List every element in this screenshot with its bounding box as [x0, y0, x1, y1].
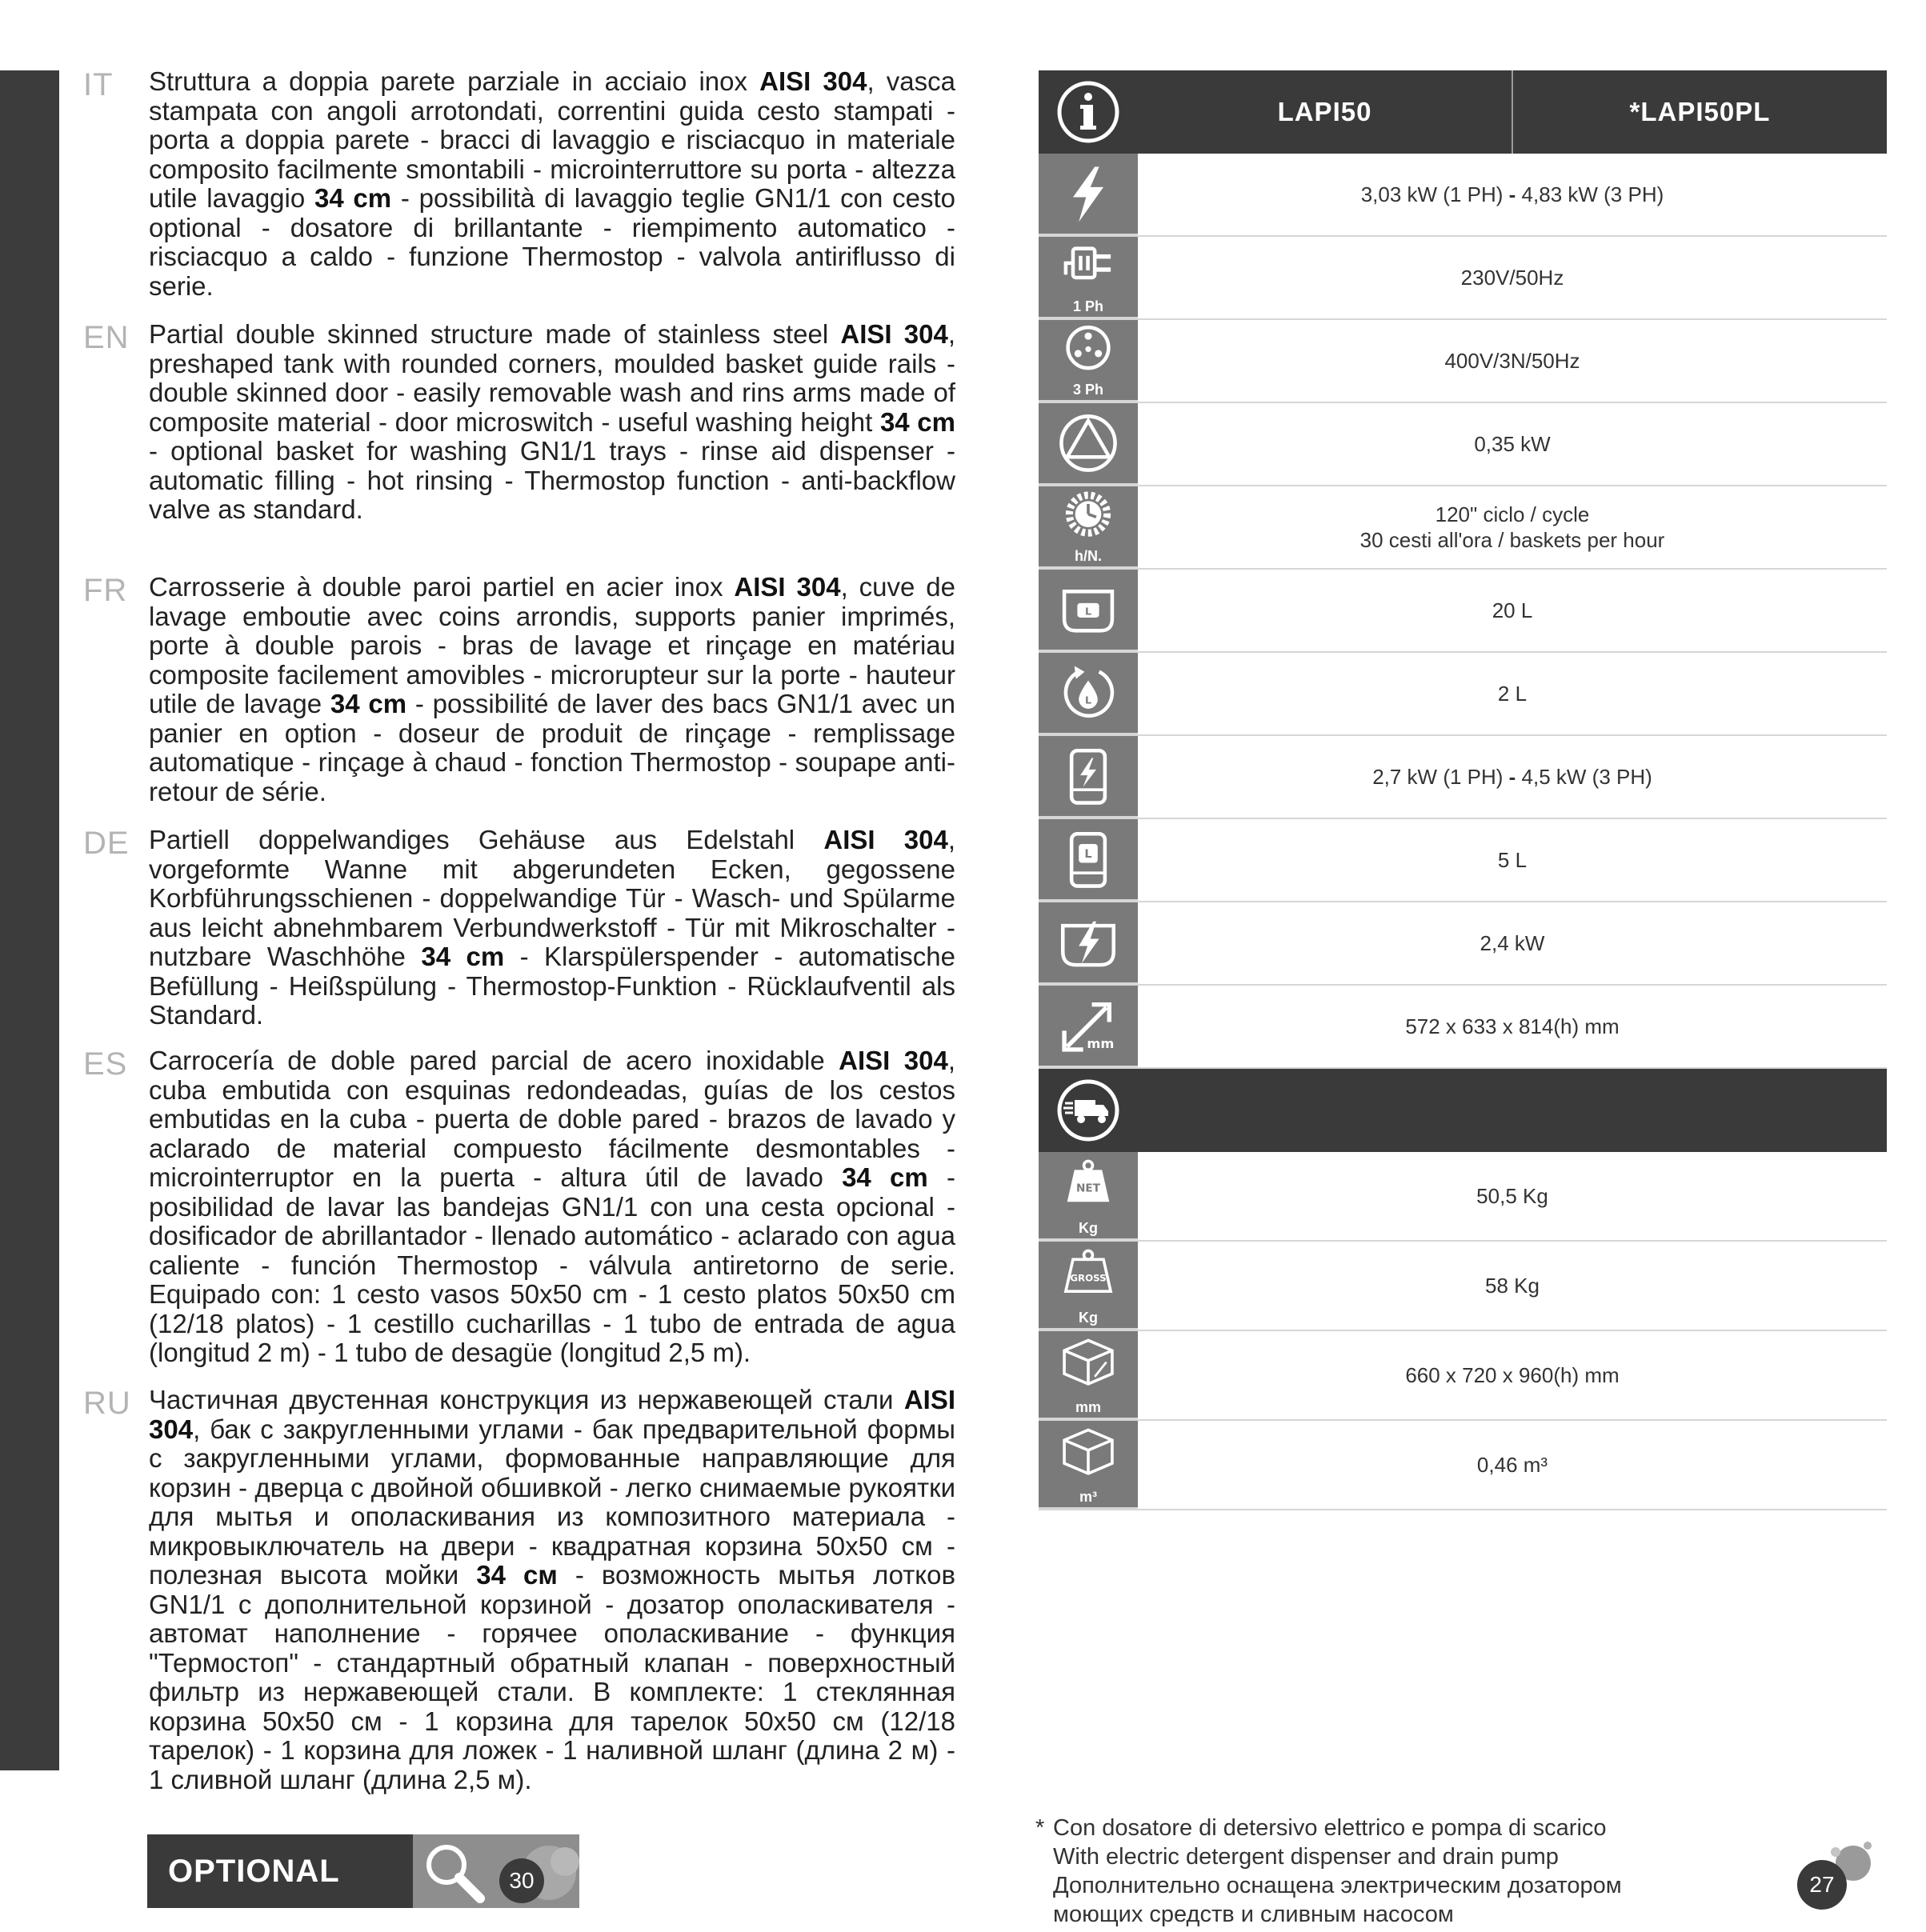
shipping-section-header	[1039, 1069, 1887, 1152]
spec-icon-cell	[1039, 1152, 1138, 1240]
spec-icon-cell	[1039, 570, 1138, 651]
text-run: , cuba embutida con esquinas redondeadas, guías de los cestos embutidas en la cuba - puerta de doble pared - brazos de lavado y aclarado de material compuesto fácilmente desmontables - microinterruptor en la puerta - altura útil de lavado	[149, 1046, 955, 1192]
tank-heater-icon	[1057, 911, 1119, 974]
shipping-row	[1039, 1331, 1887, 1421]
net-weight-icon	[1057, 1157, 1119, 1219]
value-line: 2,4 kW	[1480, 931, 1545, 955]
icon-caption: 3 Ph	[1072, 382, 1103, 398]
svg-text:L: L	[1084, 694, 1092, 706]
spec-icon-cell	[1039, 1069, 1138, 1152]
spec-icon-cell	[1039, 237, 1138, 318]
value-part: 2,7 kW (1 PH)	[1372, 765, 1504, 789]
spec-value	[1138, 653, 1887, 734]
value-line: 120" ciclo / cycle	[1435, 502, 1590, 526]
spec-value	[1138, 1242, 1887, 1330]
spec-value	[1138, 736, 1887, 818]
value-part: 3,03 kW (1 PH)	[1360, 182, 1504, 206]
lang-code: IT	[83, 67, 114, 102]
spec-icon-cell	[1039, 736, 1138, 818]
spec-row	[1039, 736, 1887, 819]
lang-description	[149, 573, 955, 806]
spec-row	[1039, 237, 1887, 320]
magnifier-icon	[413, 1834, 579, 1908]
lang-description	[149, 1386, 955, 1794]
page-number: 27	[1797, 1860, 1847, 1910]
text-run: - posibilidad de lavar las bandejas GN1/1 con una cesta opcional - dosificador de abrillantador - llenado automático - aclarado con agua caliente - función Thermostop - válvula antiretorno de serie. Equipado con: 1 cesto vasos 50x50 cm - 1 cesto platos 50x50 cm (12/18 platos) - 1 cestillo cucharillas - 1 tubo de entrada de agua (longitud 2 m) - 1 tubo de desagüe (longitud 2,5 m).	[149, 1162, 955, 1367]
text-run: , vorgeformte Wanne mit abgerundeten Ecken, gegossene Korbführungsschienen - doppelwandige Tür - Wasch- und Spülarme aus leicht abnehmbarem Verbundwerkstoff - Tür mit Mikroschalter - nutzbare Waschhöhe	[149, 825, 955, 971]
spec-value	[1138, 320, 1887, 402]
value-line: 230V/50Hz	[1460, 266, 1564, 290]
text-run: Carrosserie à double paroi partiel en acier inox	[149, 572, 735, 602]
spec-row	[1039, 486, 1887, 570]
spec-value	[1138, 986, 1887, 1067]
bold-spec: 34 cm	[314, 183, 392, 213]
spec-icon-cell	[1039, 1242, 1138, 1330]
lang-description	[149, 67, 955, 301]
svg-text:GROSS: GROSS	[1070, 1272, 1107, 1284]
spec-value	[1138, 902, 1887, 984]
spec-icon-cell	[1039, 819, 1138, 901]
bold-spec: 34 см	[476, 1560, 558, 1590]
spec-icon-cell	[1039, 70, 1138, 154]
value-line: 400V/3N/50Hz	[1444, 349, 1580, 373]
gross-weight-icon	[1057, 1246, 1119, 1309]
bold-spec: 34 cm	[842, 1162, 928, 1192]
shipping-row	[1039, 1421, 1887, 1510]
model-column-lapi50pl: *LAPI50PL	[1629, 97, 1771, 126]
text-run: Частичная двустенная конструкция из нержавеющей стали	[149, 1385, 904, 1414]
spec-value	[1138, 1331, 1887, 1419]
value-line: 0,46 m³	[1476, 1453, 1548, 1477]
text-run: Struttura a doppia parete parziale in acciaio inox	[149, 66, 760, 96]
lightning-icon	[1057, 162, 1119, 225]
optional-label: OPTIONAL	[147, 1834, 413, 1908]
footnote-line: Con dosatore di detersivo elettrico e pompa di scarico	[1053, 1815, 1607, 1841]
text-run: Partiell doppelwandiges Gehäuse aus Edelstahl	[149, 825, 824, 854]
lang-code: FR	[83, 573, 128, 608]
value-part: 4,5 kW (3 PH)	[1521, 765, 1652, 789]
text-run: - possibilità di lavaggio teglie GN1/1 con cesto optional - dosatore di brillantante - riempimento automatico - risciacquo a caldo - funzione Thermostop - valvola antiriflusso di serie.	[149, 183, 955, 301]
spec-icon-cell	[1039, 986, 1138, 1067]
bold-spec: AISI 304	[149, 1385, 955, 1444]
lang-description	[149, 1046, 955, 1368]
model-column-lapi50: LAPI50	[1277, 97, 1372, 126]
lang-code: ES	[83, 1046, 128, 1082]
text-run: Partial double skinned structure made of stainless steel	[149, 319, 841, 349]
footnote-line: Дополнительно оснащена электрическим дозатором	[1053, 1873, 1622, 1898]
text-run: - optional basket for washing GN1/1 trays - rinse aid dispenser - automatic filling - hot rinsing - Thermostop function - anti-backflow valve as standard.	[149, 436, 955, 524]
text-run: , бак с закругленными углами - бак предварительной формы с закругленными углами, формованные направляющие для корзин - дверца с двойной обшивкой - легко снимаемые рукоятки для мытья и ополаскивания из композитного материала - микровыключатель на двери - квадратная корзина 50x50 см - полезная высота мойки	[149, 1414, 955, 1590]
spec-value	[1138, 486, 1887, 568]
section-blank	[1138, 1069, 1887, 1152]
cycle-gear-icon	[1057, 488, 1119, 550]
lang-code: DE	[83, 826, 130, 861]
spec-icon-cell	[1039, 1331, 1138, 1419]
bold-spec: AISI 304	[839, 1046, 948, 1075]
bold-spec: AISI 304	[840, 319, 948, 349]
plug-1ph-icon	[1057, 238, 1119, 301]
value-line: 50,5 Kg	[1476, 1184, 1548, 1208]
spec-icon-cell	[1039, 320, 1138, 402]
spec-value	[1138, 570, 1887, 651]
footnote-line: моющих средств и сливным насосом	[1053, 1902, 1454, 1927]
lang-code: RU	[83, 1386, 131, 1421]
delivery-truck-icon	[1054, 1076, 1123, 1145]
text-run: , preshaped tank with rounded corners, moulded basket guide rails - double skinned door - easily removable wash and rins arms made of composite material - door microswitch - useful washing height	[149, 319, 955, 437]
spec-value	[1138, 1421, 1887, 1509]
spec-value	[1138, 1152, 1887, 1240]
table-header-row	[1039, 70, 1887, 154]
icon-caption: 1 Ph	[1072, 298, 1103, 314]
spec-row	[1039, 653, 1887, 736]
svg-text:NET: NET	[1076, 1182, 1100, 1195]
icon-caption: h/N.	[1075, 548, 1102, 564]
bold-spec: AISI 304	[823, 825, 948, 854]
value-separator: -	[1503, 765, 1522, 789]
dimensions-icon	[1057, 994, 1119, 1057]
spec-table	[1039, 70, 1887, 1510]
value-separator: -	[1503, 182, 1522, 206]
optional-button[interactable]	[147, 1834, 579, 1908]
spec-icon-cell	[1039, 486, 1138, 568]
rinse-water-icon	[1057, 662, 1119, 724]
icon-caption: m³	[1079, 1489, 1097, 1505]
bold-spec: 34 cm	[330, 689, 407, 718]
spec-row	[1039, 902, 1887, 986]
package-dimensions-icon	[1057, 1336, 1119, 1398]
spec-icon-cell	[1039, 154, 1138, 235]
spec-value	[1138, 403, 1887, 485]
lang-description	[149, 826, 955, 1030]
icon-caption: Kg	[1079, 1310, 1098, 1326]
socket-3ph-icon	[1057, 322, 1119, 384]
footnote-line: With electric detergent dispenser and drain pump	[1053, 1844, 1559, 1870]
value-line: 5 L	[1497, 848, 1528, 872]
spec-icon-cell	[1039, 653, 1138, 734]
spec-row	[1039, 320, 1887, 403]
svg-text:L: L	[1084, 605, 1092, 618]
bold-spec: 34 cm	[421, 942, 505, 971]
spec-icon-cell	[1039, 1421, 1138, 1509]
bold-spec: 34 cm	[879, 406, 955, 437]
icon-caption: mm	[1075, 1399, 1101, 1415]
bold-spec: AISI 304	[759, 66, 867, 96]
text-run: , vasca stampata con angoli arrotondati, correntini guida cesto stampati - porta a doppia parete - bracci di lavaggio e risciacquo in materiale composito facilmente smontabili - microinterruttore su porta - altezza utile lavaggio	[149, 66, 955, 213]
text-run: Carrocería de doble pared parcial de acero inoxidable	[149, 1046, 839, 1075]
spec-value	[1138, 237, 1887, 318]
lang-code: EN	[83, 320, 130, 355]
info-icon	[1054, 78, 1123, 146]
text-run: - possibilité de laver des bacs GN1/1 avec un panier en option - doseur de produit de rinçage - remplissage automatique - rinçage à chaud - fonction Thermostop - soupape anti-retour de série.	[149, 689, 955, 806]
page-number-badge	[1791, 1836, 1887, 1916]
spec-row	[1039, 819, 1887, 902]
value-line: 58 Kg	[1485, 1274, 1540, 1298]
pump-triangle-icon	[1057, 412, 1119, 474]
icon-caption: Kg	[1079, 1220, 1098, 1236]
package-volume-icon	[1057, 1426, 1119, 1488]
value-part: 4,83 kW (3 PH)	[1521, 182, 1664, 206]
boiler-capacity-icon	[1057, 828, 1119, 890]
svg-text:mm: mm	[1087, 1036, 1115, 1052]
text-run: , cuve de lavage emboutie avec coins arrondis, supports panier imprimés, porte à double parois - bras de lavage et rinçage en matériau composite facilement amovibles - microrupteur sur la porte - hauteur utile de lavage	[149, 572, 956, 718]
shipping-row	[1039, 1152, 1887, 1242]
optional-icon-area	[413, 1834, 579, 1908]
text-run: - возможность мытья лотков GN1/1 с дополнительной корзиной - дозатор ополаскивателя - автомат наполнение - горячее ополаскивание - функция "Термостоп" - стандартный обратный клапан - поверхностный фильтр из нержавеющей стали. В комплекте: 1 стеклянная корзина 50x50 см - 1 корзина для тарелок 50x50 см (12/18 тарелок) - 1 корзина для ложек - 1 наливной шланг (длина 2 м) - 1 сливной шланг (длина 2,5 м).	[149, 1560, 955, 1794]
spec-value	[1138, 819, 1887, 901]
tank-icon	[1057, 578, 1119, 641]
spec-row	[1039, 986, 1887, 1069]
value-line: 572 x 633 x 814(h) mm	[1405, 1014, 1620, 1038]
spec-row	[1039, 154, 1887, 237]
value-line: 30 cesti all'ora / baskets per hour	[1359, 528, 1665, 552]
spec-icon-cell	[1039, 902, 1138, 984]
value-line: 20 L	[1492, 598, 1533, 622]
value-line: 660 x 720 x 960(h) mm	[1405, 1363, 1620, 1387]
spec-icon-cell	[1039, 403, 1138, 485]
spec-value	[1138, 154, 1887, 235]
shipping-row	[1039, 1242, 1887, 1331]
value-line: 0,35 kW	[1474, 432, 1551, 456]
spec-row	[1039, 403, 1887, 486]
footnote-star: *	[1035, 1815, 1045, 1841]
optional-page-ref: 30	[499, 1858, 544, 1903]
spec-row	[1039, 570, 1887, 653]
value-line: 2 L	[1497, 682, 1528, 706]
lang-description	[149, 320, 955, 525]
text-run: - Klarspülerspender - automatische Befüllung - Heißspülung - Thermostop-Funktion - Rücklaufventil als Standard.	[149, 942, 955, 1030]
side-bar	[0, 70, 59, 1770]
svg-text:L: L	[1084, 848, 1092, 862]
footnote-lines	[1053, 1814, 1622, 1929]
bold-spec: AISI 304	[734, 572, 841, 602]
boiler-power-icon	[1057, 745, 1119, 807]
